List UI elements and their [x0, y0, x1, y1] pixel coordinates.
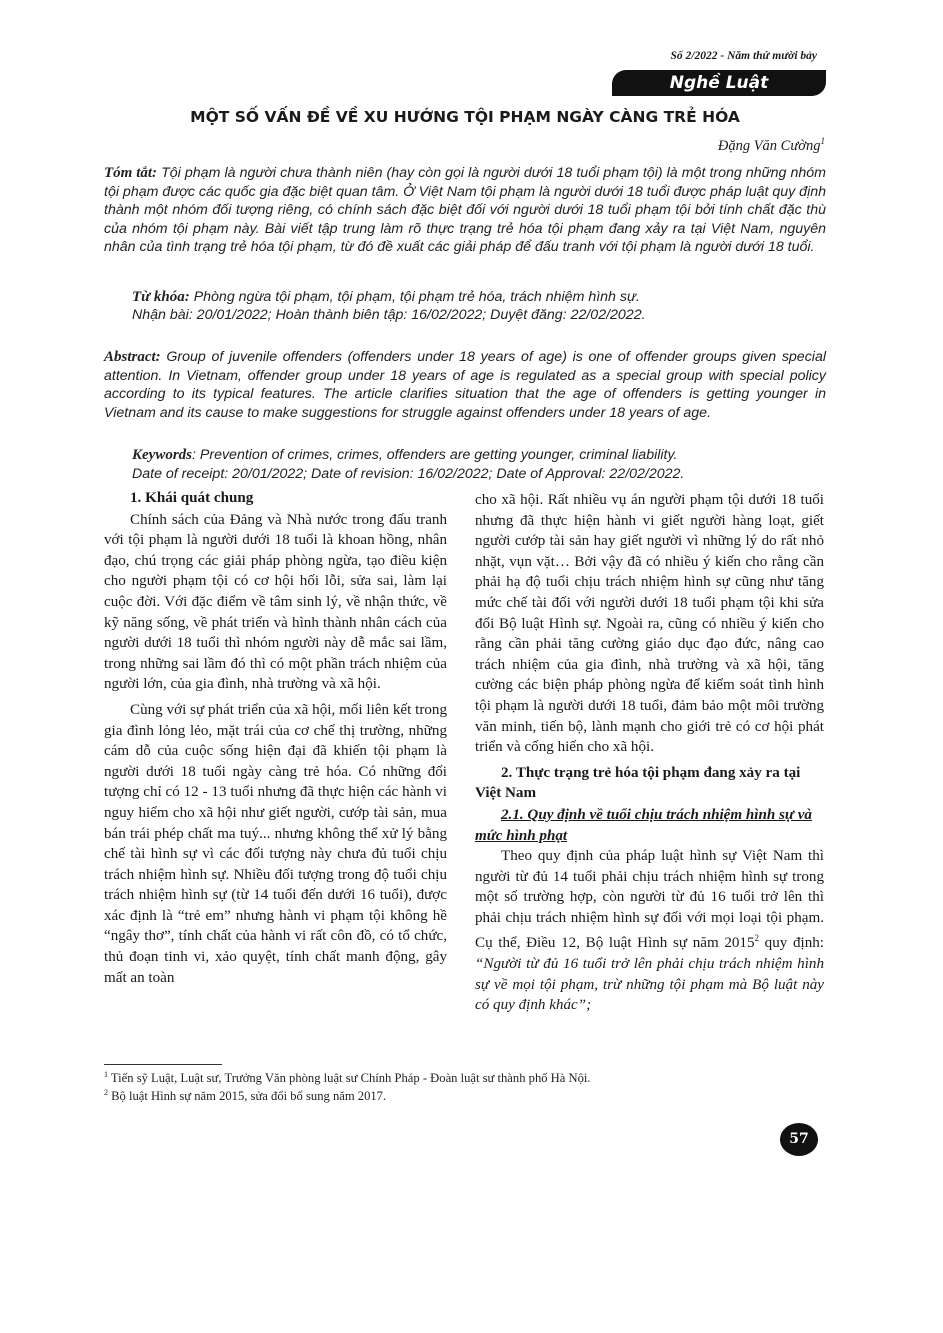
dates-english: Date of receipt: 20/01/2022; Date of revision: 16/02/2022; Date of Approval: 22/02/2022. [132, 466, 685, 482]
body-paragraph: Chính sách của Đảng và Nhà nước trong đấu tranh với tội phạm là người dưới 18 tuổi là khoan hồng, nhân đạo, chú trọng các giải pháp phòng ngừa, tạo điều kiện cho người phạm tội có cơ hội hối lỗi, sửa sai, làm lại cuộc đời. Với đặc điểm về tâm sinh lý, về nhận thức, về kỹ năng sống, về phát triển và hình thành nhân cách của người dưới 18 tuổi thì nhóm người này dễ mắc sai lầm, trong những sai lầm đó thì có một phần trách nhiệm của người lớn, của gia đình, nhà trường và xã hội. [104, 511, 447, 693]
journal-brand-badge: Nghề Luật [612, 70, 826, 96]
footnote-ref: 2 [754, 933, 760, 944]
summary-vietnamese [104, 164, 826, 257]
footnote-text: Tiến sỹ Luật, Luật sư, Trưởng Văn phòng luật sư Chính Pháp - Đoàn luật sư thành phố Hà Nội. [108, 1071, 591, 1086]
body-paragraph: cho xã hội. Rất nhiều vụ án người phạm tội dưới 18 tuổi nhưng đã thực hiện hành vi giết người hàng loạt, giết người cướp tài sản hay giết người vì những lý do rất nhỏ nhặt, vụn vặt… Bởi vậy đã có nhiều ý kiến cho rằng cần phải hạ độ tuổi chịu trách nhiệm hình sự cũng như tăng mức chế tài đối với người dưới 18 tuổi phạm tội khi sửa đổi Bộ luật Hình sự. Ngoài ra, cũng có nhiều ý kiến cho rằng cần phải tăng cường giáo dục đạo đức, nâng cao trách nhiệm của gia đình, nhà trường và xã hội, tăng cường các biện pháp phòng ngừa để kiểm soát tình hình tội phạm là người dưới 18 tuổi, đảm bảo một môi trường văn minh, tiến bộ, lành mạnh cho giới trẻ có cơ hội phát triển và cống hiến cho xã hội. [475, 492, 824, 756]
body-column-left [104, 488, 447, 993]
page-number: 57 [780, 1123, 818, 1156]
legal-quote: “Người từ đủ 16 tuổi trở lên phải chịu trách nhiệm hình sự về mọi tội phạm, trừ những tội phạm mà Bộ luật này có quy định khác”; [475, 956, 824, 1014]
body-column-right [475, 490, 824, 1021]
author-footnote-ref: 1 [820, 136, 825, 146]
body-paragraph: Cùng với sự phát triển của xã hội, mối liên kết trong gia đình lỏng lẻo, mặt trái của cơ chế thị trường, những cám dỗ của cuộc sống hiện đại đã khiến tội phạm là người dưới 18 tuổi ngày càng trẻ hóa. Có những đối tượng chỉ có 12 - 13 tuổi nhưng đã thực hiện các hành vi nguy hiểm cho xã hội như giết người, cướp tài sản, mua bán trái phép chất ma tuý... nhưng không thể xử lý bằng chế tài hình sự vì các đối tượng này chưa đủ tuổi chịu trách nhiệm hình sự. Nhiều đối tượng trong độ tuổi chịu trách nhiệm hình sự (từ 14 tuổi đến dưới 16 tuổi), được xác định là “trẻ em” nhưng hành vi phạm tội không hề “ngây thơ”, tính chất của hành vi rất côn đồ, có tổ chức, thủ đoạn tinh vi, xảo quyệt, tính chất manh động, gây mất an toàn [104, 701, 447, 986]
keywords-english [132, 446, 677, 465]
footnote-1 [104, 1070, 591, 1086]
footnote-number: 1 [104, 1070, 108, 1079]
article-author [718, 136, 825, 155]
footnote-2 [104, 1088, 386, 1104]
keywords-label: Từ khóa: [132, 289, 190, 305]
footnote-divider [104, 1064, 222, 1065]
keywords-text: Phòng ngừa tội phạm, tội phạm, tội phạm trẻ hóa, trách nhiệm hình sự. [189, 289, 640, 305]
section-heading-1: 1. Khái quát chung [130, 490, 254, 506]
body-paragraph [475, 846, 824, 1016]
paragraph-text: quy định: [759, 935, 824, 952]
abstract-text: Group of juvenile offenders (offenders under 18 years of age) is one of offender groups given special attention. In Vietnam, offender group under 18 years of age is regulated as a special group with special policy according to its typical features. The article clarifies situation that the age of offenders is getting younger in Vietnam and its cause to make suggestions for struggle against offenders under 18 years of age. [104, 349, 826, 421]
section-heading-2: 2. Thực trạng trẻ hóa tội phạm đang xảy ra tại Việt Nam [475, 764, 801, 802]
summary-label: Tóm tắt: [104, 165, 158, 181]
footnote-text: Bộ luật Hình sự năm 2015, sửa đổi bổ sung năm 2017. [108, 1089, 387, 1104]
issue-info: Số 2/2022 - Năm thứ mười bảy [670, 50, 817, 62]
paragraph-text: Theo quy định của pháp luật hình sự Việt Nam thì người từ đủ 14 tuổi phải chịu trách nhiệm hình sự trong một số trường hợp, còn người từ đủ 16 tuổi trở lên thì phải chịu trách nhiệm hình sự đối với mọi loại tội phạm. Cụ thể, Điều 12, Bộ luật Hình sự năm 2015 [475, 848, 824, 952]
summary-text: Tội phạm là người chưa thành niên (hay còn gọi là người dưới 18 tuổi phạm tội) là một trong những nhóm tội phạm được các quốc gia đặc biệt quan tâm. Ở Việt Nam tội phạm là người dưới 18 tuổi được pháp luật quy định thành một nhóm đối tượng riêng, có chính sách đặc biệt đối với người dưới 18 tuổi phạm tội bởi tính chất đặc thù của nhóm tội phạm này. Bài viết tập trung làm rõ thực trạng trẻ hóa tội phạm đang xảy ra tại Việt Nam, nguyên nhân của tình trạng trẻ hóa tội phạm, từ đó đề xuất các giải pháp để đấu tranh với tội phạm là người dưới 18 tuổi. [104, 165, 826, 256]
dates-vietnamese: Nhận bài: 20/01/2022; Hoàn thành biên tập: 16/02/2022; Duyệt đăng: 22/02/2022. [132, 307, 646, 323]
abstract-english [104, 348, 826, 422]
abstract-label: Abstract: [104, 349, 161, 365]
keywords-vietnamese [132, 288, 640, 307]
subsection-heading-2-1: 2.1. Quy định về tuổi chịu trách nhiệm hình sự và mức hình phạt [475, 806, 812, 844]
keywords-en-label: Keywords [132, 447, 192, 463]
keywords-en-text: : Prevention of crimes, crimes, offenders are getting younger, criminal liability. [192, 447, 678, 463]
footnote-number: 2 [104, 1088, 108, 1097]
article-title: MỘT SỐ VẤN ĐỀ VỀ XU HƯỚNG TỘI PHẠM NGÀY CÀNG TRẺ HÓA [190, 108, 740, 126]
author-name: Đặng Văn Cường [717, 137, 821, 154]
